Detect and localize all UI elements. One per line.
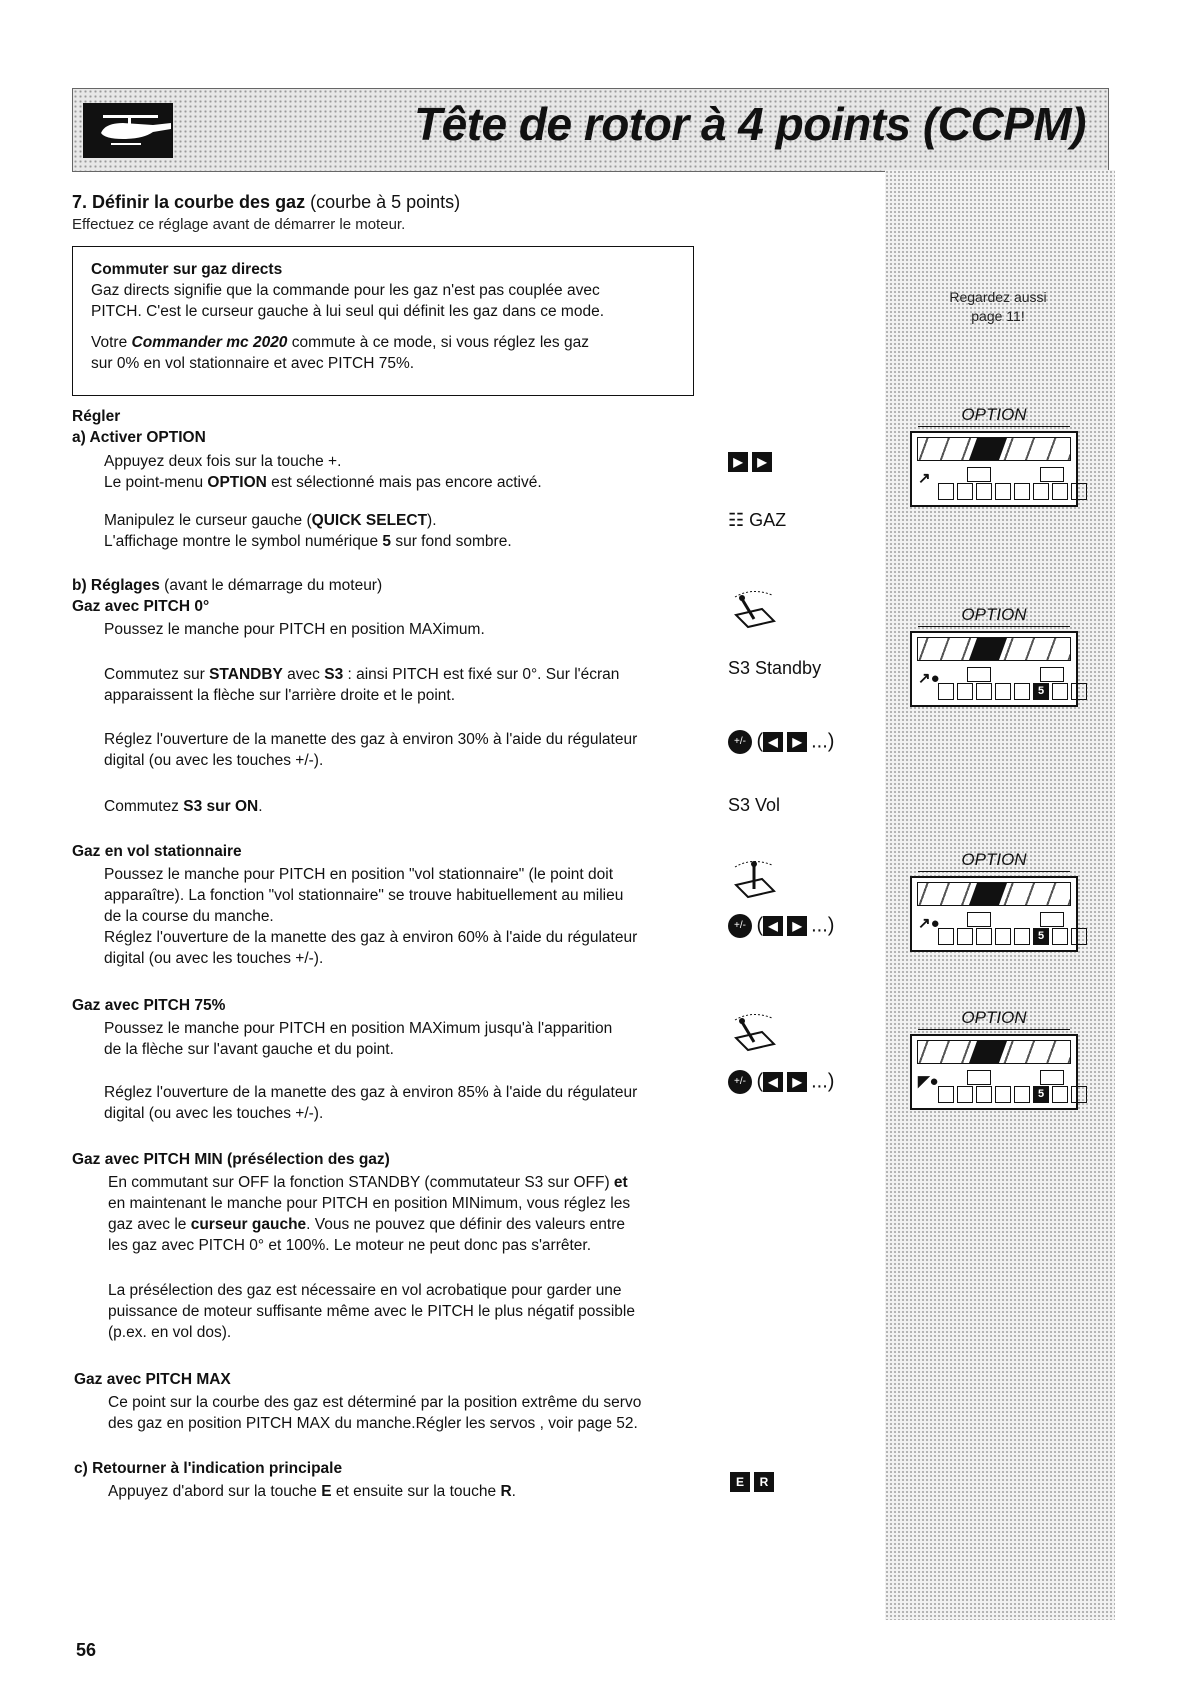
- pitch75-heading: Gaz avec PITCH 75%: [72, 997, 226, 1014]
- key-plus-icon: ▶: [752, 452, 772, 472]
- step-a-heading: a) Activer OPTION: [72, 429, 206, 446]
- slider-icon: ☷: [728, 510, 745, 530]
- pitch-min-heading: Gaz avec PITCH MIN (présélection des gaz): [72, 1151, 390, 1168]
- key-r-icon: R: [754, 1472, 774, 1492]
- helicopter-icon: [83, 103, 173, 158]
- lcd-arrow-dot-icon: ↗●: [918, 670, 940, 687]
- quick-select-gaz: ☷ GAZ: [728, 510, 787, 530]
- key-minus-icon: ◀: [763, 732, 783, 752]
- digital-regulator-1: +/- ( ◀ ▶ ...): [728, 730, 834, 754]
- key-minus-icon: ◀: [763, 1072, 783, 1092]
- section-intro: Effectuez ce réglage avant de démarrer le moteur.: [72, 216, 406, 233]
- lcd-display-option-3: OPTION ↗● 5: [910, 850, 1078, 952]
- e-r-keys: [730, 1472, 778, 1492]
- key-plus-icon: ▶: [728, 452, 748, 472]
- hover-heading: Gaz en vol stationnaire: [72, 843, 242, 860]
- stick-hover-icon: [730, 855, 780, 905]
- page-header: [72, 88, 1109, 172]
- lcd-arrow-icon: ↗: [918, 470, 931, 487]
- lcd-display-option-4: OPTION ◤● 5: [910, 1008, 1078, 1110]
- key-plus-icon: ▶: [787, 916, 807, 936]
- section-heading: 7. Définir la courbe des gaz (courbe à 5 points): [72, 192, 461, 212]
- regulator-knob-icon: +/-: [728, 914, 752, 938]
- step-c-heading: c) Retourner à l'indication principale: [74, 1460, 343, 1477]
- key-plus-icon: ▶: [787, 732, 807, 752]
- stick-max-icon: [730, 585, 780, 635]
- regulator-knob-icon: +/-: [728, 730, 752, 754]
- step-b-heading: b) Réglages (avant le démarrage du moteur): [72, 577, 383, 594]
- key-e-icon: E: [730, 1472, 750, 1492]
- stick-max-icon-2: [730, 1008, 780, 1058]
- lcd-display-option-2: OPTION ↗● 5: [910, 605, 1078, 707]
- pitch-max-heading: Gaz avec PITCH MAX: [74, 1371, 231, 1388]
- lcd-display-option-1: OPTION ↗: [910, 405, 1078, 507]
- regulator-knob-icon: +/-: [728, 1070, 752, 1094]
- lcd-arrow-dot-icon: ↗●: [918, 915, 940, 932]
- direct-throttle-note: Commuter sur gaz directs Gaz directs signifie que la commande pour les gaz n'est pas couplée avec PITCH. C'est le curseur gauche à lui seul qui définit les gaz dans ce mode. Votre Commander mc 2020 commute à ce mode, si vous réglez les gaz sur 0% en vol stationnaire et avec PITCH 75%.: [72, 246, 694, 396]
- regler-heading: Régler: [72, 408, 121, 425]
- page-title: Tête de rotor à 4 points (CCPM): [414, 98, 1086, 150]
- key-minus-icon: ◀: [763, 916, 783, 936]
- digital-regulator-3: +/- ( ◀ ▶ ...): [728, 1070, 834, 1094]
- see-also-note: Regardez aussi page 11!: [949, 289, 1047, 324]
- page-number: 56: [76, 1640, 97, 1660]
- lcd-arrow-dot-icon: ◤●: [918, 1073, 939, 1090]
- plus-key-icons: [728, 452, 776, 472]
- digital-regulator-2: +/- ( ◀ ▶ ...): [728, 914, 834, 938]
- key-plus-icon: ▶: [787, 1072, 807, 1092]
